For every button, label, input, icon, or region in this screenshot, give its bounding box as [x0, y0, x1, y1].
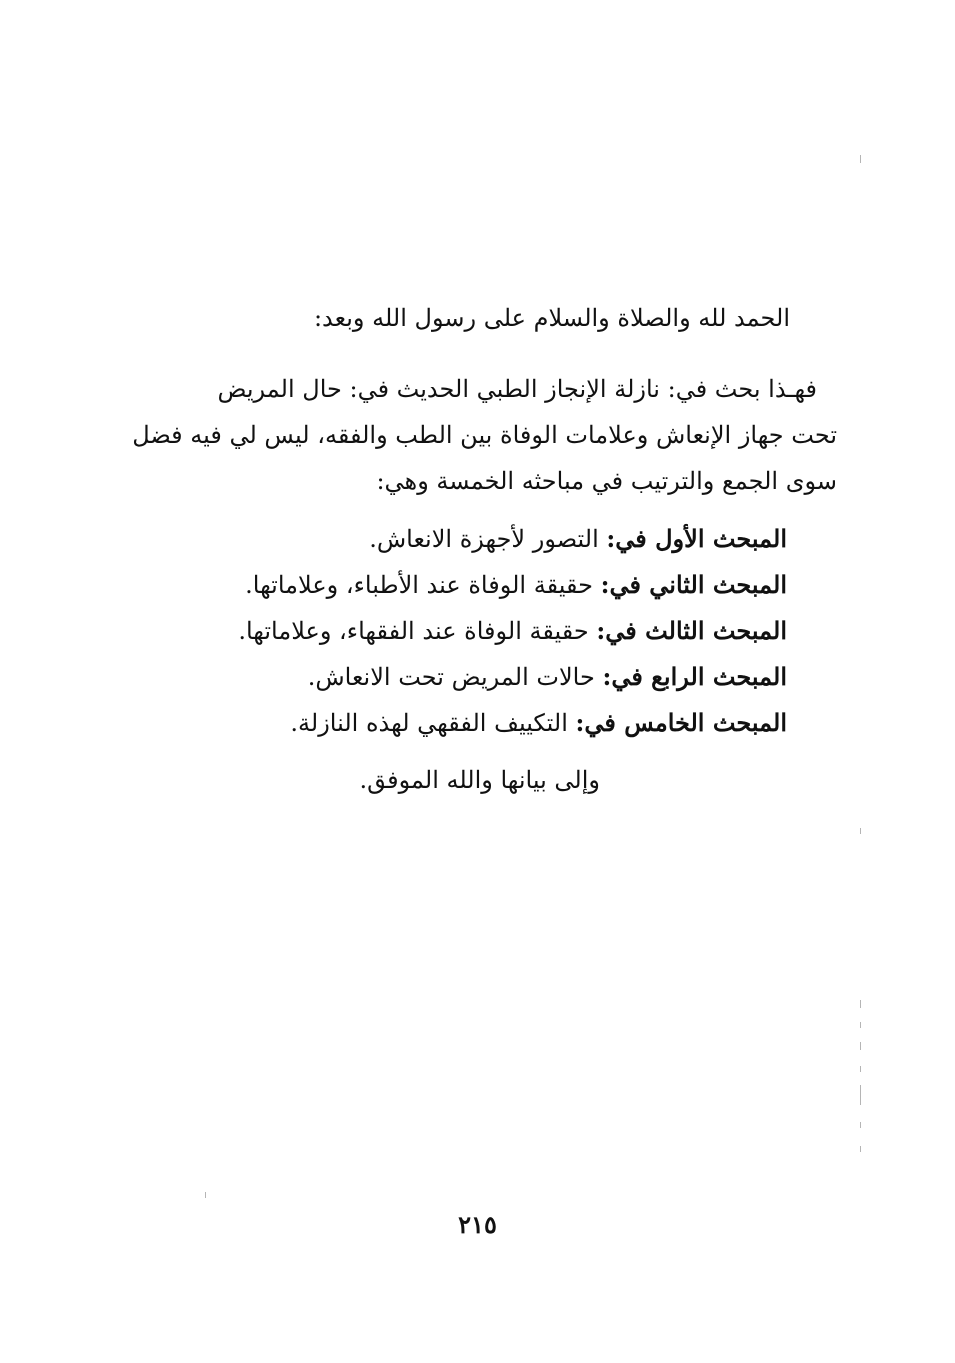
scan-mark: [860, 828, 861, 834]
scan-mark: [860, 1122, 861, 1128]
section-label: المبحث الخامس في:: [575, 708, 787, 737]
paragraph-line-2: تحت جهاز الإنعاش وعلامات الوفاة بين الطب والفقه، ليس لي فيه فضل: [132, 421, 837, 449]
scan-mark: [860, 1085, 861, 1105]
section-label: المبحث الثالث في:: [596, 616, 787, 645]
section-text: التكييف الفقهي لهذه النازلة.: [290, 709, 576, 737]
section-item-4: [238, 654, 787, 700]
section-text: التصور لأجهزة الانعاش.: [369, 525, 607, 553]
paragraph-line-3: سوى الجمع والترتيب في مباحثه الخمسة وهي:: [376, 467, 837, 495]
section-text: حقيقة الوفاة عند الأطباء، وعلاماتها.: [245, 571, 601, 599]
sections-list: [238, 516, 787, 746]
section-label: المبحث الأول في:: [606, 524, 787, 553]
section-label: المبحث الرابع في:: [602, 662, 787, 691]
scan-mark: [860, 1066, 861, 1072]
section-text: حقيقة الوفاة عند الفقهاء، وعلاماتها.: [238, 617, 597, 645]
intro-paragraph: [132, 366, 837, 504]
scan-mark: [205, 1192, 206, 1198]
scan-mark: [860, 1000, 861, 1008]
paragraph-line-1: فهـذا بحث في: نازلة الإنجاز الطبي الحديث في: حال المريض: [217, 375, 817, 403]
section-text: حالات المريض تحت الانعاش.: [307, 663, 603, 691]
closing-line: وإلى بيانها والله الموفق.: [359, 766, 600, 794]
page-number: ٢١٥: [458, 1210, 497, 1239]
opening-line: الحمد لله والصلاة والسلام على رسول الله وبعد:: [313, 304, 790, 332]
scan-mark: [860, 155, 861, 163]
section-item-5: [238, 700, 787, 746]
scan-mark: [860, 1022, 861, 1028]
section-item-1: [238, 516, 787, 562]
scan-mark: [860, 1146, 861, 1152]
section-item-2: [238, 562, 787, 608]
section-label: المبحث الثاني في:: [600, 570, 787, 599]
scan-mark: [860, 1042, 861, 1050]
section-item-3: [238, 608, 787, 654]
